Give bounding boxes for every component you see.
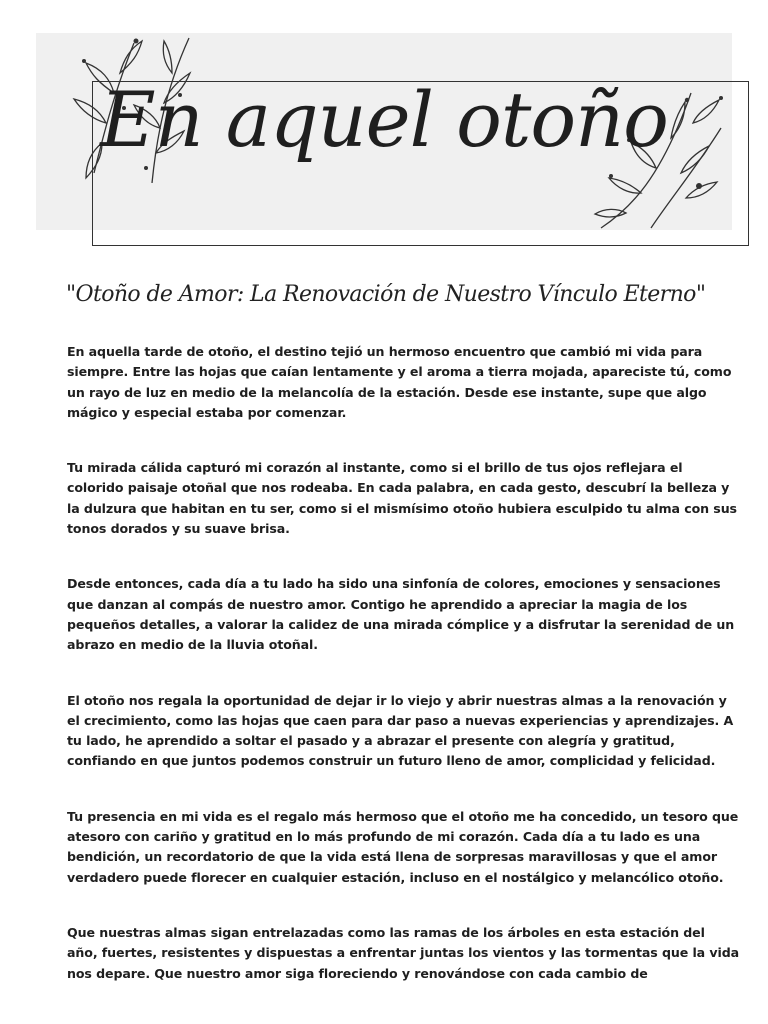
document-title: En aquel otoño bbox=[100, 75, 668, 164]
paragraph: Que nuestras almas sigan entrelazadas como las ramas de los árboles en esta estación del año, fuertes, resistentes y dispuestas a enfrentar juntas los vientos y las tormentas que la vida nos depare. Que nuestro amor siga floreciendo y renovándose con cada cambio de bbox=[67, 924, 740, 981]
paragraph: El otoño nos regala la oportunidad de dejar ir lo viejo y abrir nuestras almas a la renovación y el crecimiento, como las hojas que caen para dar paso a nuevas experiencias y aprendizajes. A tu lado, he aprendido a soltar el pasado y a abrazar el presente con alegría y gratitud, confiando en que juntos podemos construir un futuro lleno de amor, complicidad y felicidad. bbox=[67, 692, 734, 769]
paragraph: Desde entonces, cada día a tu lado ha sido una sinfonía de colores, emociones y sensaciones que danzan al compás de nuestro amor. Contigo he aprendido a apreciar la magia de los pequeños detalles, a valorar la calidez de una mirada cómplice y a disfrutar la serenidad de un abrazo en medio de la lluvia otoñal. bbox=[67, 576, 735, 653]
header-banner bbox=[36, 33, 732, 230]
paragraph: Tu mirada cálida capturó mi corazón al instante, como si el brillo de tus ojos reflejara el colorido paisaje otoñal que nos rodeaba. En cada palabra, en cada gesto, descubrí la belleza y la dulzura que habitan en tu ser, como si el mismísimo otoño hubiera esculpido tu alma con sus tonos dorados y su suave brisa. bbox=[67, 460, 737, 537]
paragraph: Tu presencia en mi vida es el regalo más hermoso que el otoño me ha concedido, un tesoro que atesoro con cariño y gratitud en lo más profundo de mi corazón. Cada día a tu lado es una bendición, un recordatorio de que la vida está llena de sorpresas maravillosas y que el amor verdadero puede florecer en cualquier estación, incluso en el nostálgico y melancólico otoño. bbox=[67, 808, 739, 885]
body-text bbox=[67, 342, 739, 1019]
document-subtitle: "Otoño de Amor: La Renovación de Nuestro Vínculo Eterno" bbox=[66, 282, 706, 307]
paragraph: En aquella tarde de otoño, el destino tejió un hermoso encuentro que cambió mi vida para siempre. Entre las hojas que caían lentamente y el aroma a tierra mojada, apareciste tú, como un rayo de luz en medio de la melancolía de la estación. Desde ese instante, supe que algo mágico y especial estaba por comenzar. bbox=[67, 344, 732, 420]
